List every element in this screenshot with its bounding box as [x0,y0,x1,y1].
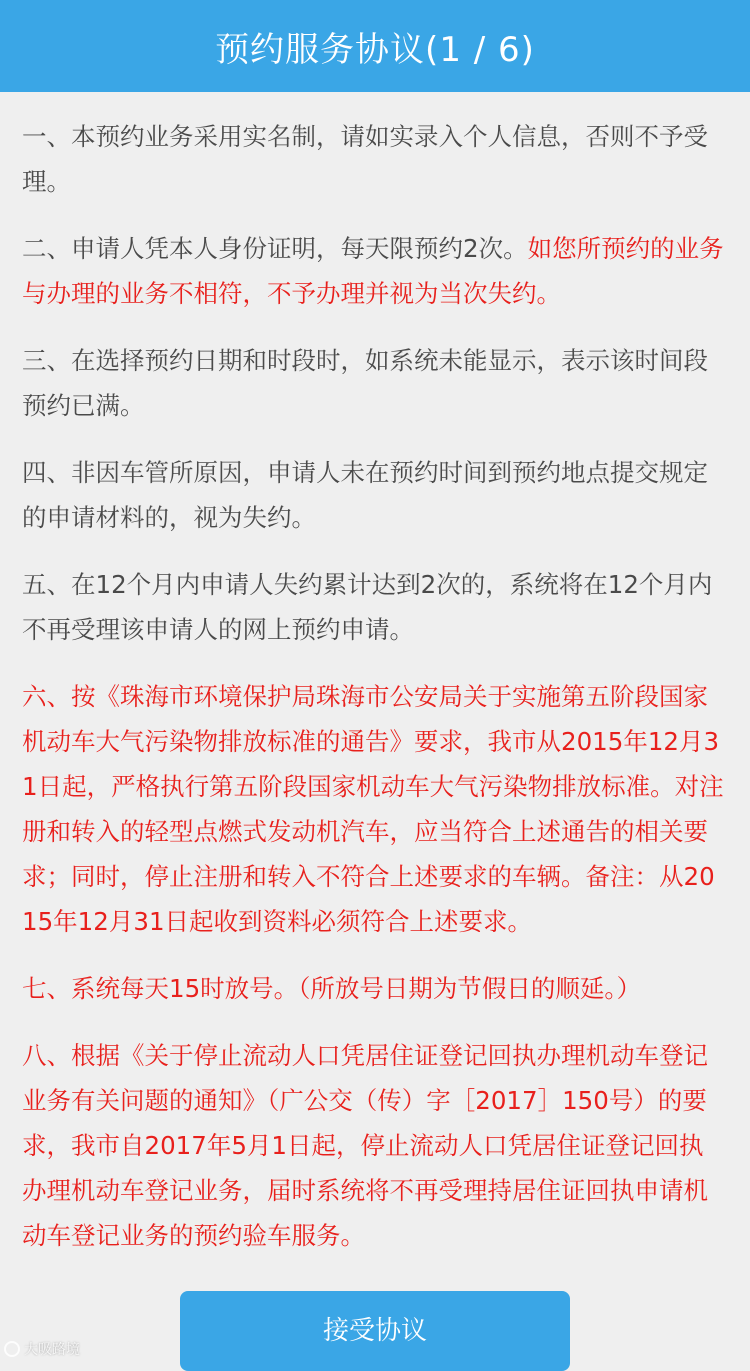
watermark-text: 大吸路境 [24,1342,80,1358]
watermark [4,1339,80,1359]
clause-2-text: 二、申请人凭本人身份证明，每天限预约2次。 [22,234,528,263]
clause-2-warning: 如您所预约的业务与办理的业务不相符，不予办理并视为当次失约。 [22,234,724,308]
clause-3 [22,338,728,428]
clause-4 [22,450,728,540]
agreement-content [0,92,750,1258]
watermark-logo-icon [4,1341,20,1357]
accept-button-label: 接受协议 [322,1315,427,1346]
clause-7 [22,966,728,1011]
header-bar [0,0,750,92]
clause-8 [22,1033,728,1258]
clause-7-text: 七、系统每天15时放号。（所放号日期为节假日的顺延。） [22,974,642,1003]
clause-6-text: 六、按《珠海市环境保护局珠海市公安局关于实施第五阶段国家机动车大气污染物排放标准的通告》要求，我市从2015年12月31日起，严格执行第五阶段国家机动车大气污染物排放标准。对注册和转入的轻型点燃式发动机汽车，应当符合上述通告的相关要求；同时，停止注册和转入不符合上述要求的车辆。备注：从2015年12月31日起收到资料必须符合上述要求。 [22,682,724,936]
clause-5 [22,562,728,652]
clause-5-text: 五、在12个月内申请人失约累计达到2次的，系统将在12个月内不再受理该申请人的网上预约申请。 [22,570,713,644]
clause-1-text: 一、本预约业务采用实名制，请如实录入个人信息，否则不予受理。 [22,122,708,196]
clause-1 [22,114,728,204]
clause-2 [22,226,728,316]
accept-button-container [180,1291,570,1371]
page-title: 预约服务协议(1 / 6) [215,29,535,70]
clause-6 [22,674,728,944]
accept-agreement-button[interactable] [180,1291,570,1371]
clause-8-text: 八、根据《关于停止流动人口凭居住证登记回执办理机动车登记业务有关问题的通知》（广公交（传）字［2017］150号）的要求，我市自2017年5月1日起，停止流动人口凭居住证登记回执办理机动车登记业务，届时系统将不再受理持居住证回执申请机动车登记业务的预约验车服务。 [22,1041,708,1250]
clause-4-text: 四、非因车管所原因，申请人未在预约时间到预约地点提交规定的申请材料的，视为失约。 [22,458,708,532]
clause-3-text: 三、在选择预约日期和时段时，如系统未能显示，表示该时间段预约已满。 [22,346,708,420]
